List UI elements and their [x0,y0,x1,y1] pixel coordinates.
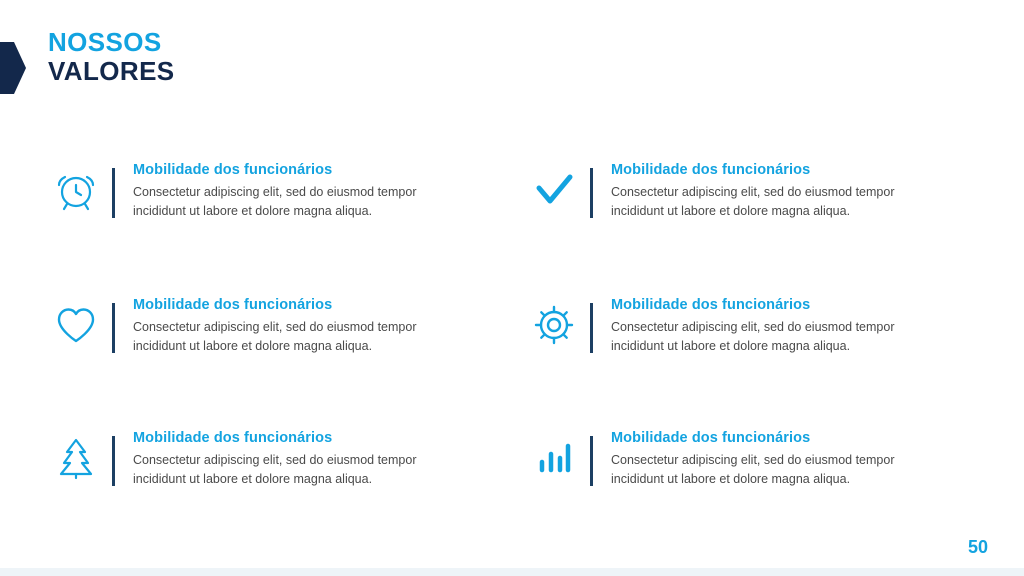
value-item [40,428,518,548]
slide-header [0,28,175,94]
bar-chart-icon [518,428,590,480]
value-item [518,160,984,295]
values-grid [40,160,984,548]
pine-tree-icon [40,428,112,480]
value-item-text [593,295,941,356]
value-item [518,295,984,428]
value-item-title: Mobilidade dos funcionários [611,297,811,313]
value-item-text [115,160,463,221]
check-mark-icon [518,160,590,212]
page-title [48,28,175,86]
value-item-description: Consectetur adipiscing elit, sed do eiusmod tempor incididunt ut labore et dolore magna aliqua. [611,320,895,353]
value-item-text [593,428,941,489]
arrow-marker-icon [0,42,26,94]
value-item-text [115,428,463,489]
value-item [40,160,518,295]
bottom-bar [0,568,1024,576]
gear-icon [518,295,590,347]
page-number: 50 [967,537,988,557]
value-item-title: Mobilidade dos funcionários [611,430,811,446]
value-item-description: Consectetur adipiscing elit, sed do eiusmod tempor incididunt ut labore et dolore magna aliqua. [611,185,895,218]
value-item-text [115,295,463,356]
value-item [518,428,984,548]
alarm-clock-icon [40,160,112,212]
value-item-title: Mobilidade dos funcionários [611,162,811,178]
value-item-description: Consectetur adipiscing elit, sed do eiusmod tempor incididunt ut labore et dolore magna aliqua. [611,453,895,486]
page-title-line2: VALORES [48,56,175,87]
value-item-title: Mobilidade dos funcionários [133,162,333,178]
value-item-description: Consectetur adipiscing elit, sed do eiusmod tempor incididunt ut labore et dolore magna aliqua. [133,320,417,353]
value-item-description: Consectetur adipiscing elit, sed do eiusmod tempor incididunt ut labore et dolore magna aliqua. [133,453,417,486]
page-title-line1: NOSSOS [48,27,162,57]
heart-icon [40,295,112,347]
value-item-description: Consectetur adipiscing elit, sed do eiusmod tempor incididunt ut labore et dolore magna aliqua. [133,185,417,218]
value-item [40,295,518,428]
value-item-title: Mobilidade dos funcionários [133,297,333,313]
value-item-text [593,160,941,221]
value-item-title: Mobilidade dos funcionários [133,430,333,446]
